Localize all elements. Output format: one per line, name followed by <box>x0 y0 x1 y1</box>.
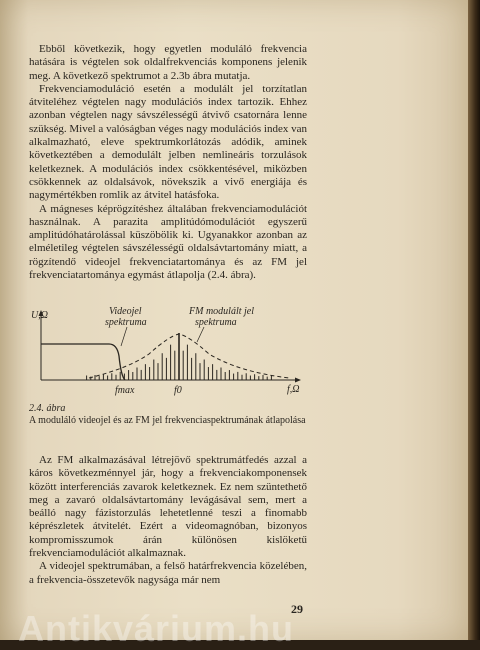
tick-label-f0: f0 <box>174 385 182 396</box>
video-label-line2: spektruma <box>105 317 147 328</box>
spectrum-figure <box>29 306 307 406</box>
paragraph: A mágneses képrögzítéshez általában frekvenciamodulációt használnak. A parazita amplitúdómodulációt egyszerű amplitúdóhatárolással küszöbölik ki. Ugyanakkor azonban az elméletileg végtelen sávszélességű oldalsávtartomány miatt, a rögzítendő videojel frekvenciatartománya és az FM jel frekvenciatartománya egymást átlapolja (2.4. ábra). <box>29 202 307 282</box>
x-axis-arrow-icon <box>295 378 301 383</box>
figure-caption <box>29 403 307 426</box>
watermark: Antikvárium.hu <box>18 608 295 649</box>
y-axis-label: U,Ω <box>31 310 48 321</box>
fm-spectral-lines <box>87 333 272 380</box>
page-number: 29 <box>291 602 303 616</box>
fm-label-pointer <box>197 327 204 342</box>
tick-label-fmax: fmax <box>115 385 135 396</box>
book-spine <box>468 0 480 640</box>
fm-label-line1: FM modulált jel <box>189 306 254 317</box>
caption-number: 2.4. ábra <box>29 403 66 414</box>
video-label-line1: Videojel <box>109 306 142 317</box>
video-spectrum-curve <box>41 344 125 380</box>
video-label-pointer <box>121 327 127 346</box>
fm-label-line2: spektruma <box>195 317 237 328</box>
body-text-bottom <box>29 454 307 587</box>
paragraph: Az FM alkalmazásával létrejövő spektrumátfedés azzal a káros következménnyel jár, hogy a frekvenciakomponensek között interferenciás zavarok keletkeznek. Ez nem szüntethető meg a zavaró oldalsávtartomány levágásával sem, mert a beálló nagy fázistorzulás lehetetlenné teszi a finomabb képrészletek átvitelét. Ezért a videomagnóban, bizonyos kompromisszumok árán különösen kislöketű frekvenciamodulációt alkalmaznak. <box>29 454 307 560</box>
body-text-top <box>29 43 307 282</box>
paragraph: Ebből következik, hogy egyetlen moduláló frekvencia hatására is végtelen sok oldalfrekvenciás komponens jelenik meg. A következő spektrumot a 2.3b ábra mutatja. <box>29 43 307 82</box>
paragraph: A videojel spektrumában, a felső határfrekvencia közelében, a frekvencia-összetevők nagysága már nem <box>29 560 307 586</box>
paragraph: Frekvenciamoduláció esetén a modulált jel torzítatlan átviteléhez végtelen nagy modulációs index tartozik. Ehhez azonban végtelen nagy sávszélességű átvivő csatornára lenne szükség. Mivel a valóságban véges nagy modulációs index van alkalmazható, eleve spektrumkorlátozás adódik, aminek következtében a demodulált jelben nemlineáris torzulások keletkeznek. A modulációs index csökkentésével, miközben csökkennek az oldalsávok, növekszik a vivő energiája és nagymértékben romlik az átvitel hatásfoka. <box>29 82 307 202</box>
x-axis-label: f,Ω <box>287 384 300 395</box>
spectrum-diagram <box>29 306 307 406</box>
caption-text: A moduláló videojel és az FM jel frekvenciaspektrumának átlapolása <box>29 414 306 426</box>
